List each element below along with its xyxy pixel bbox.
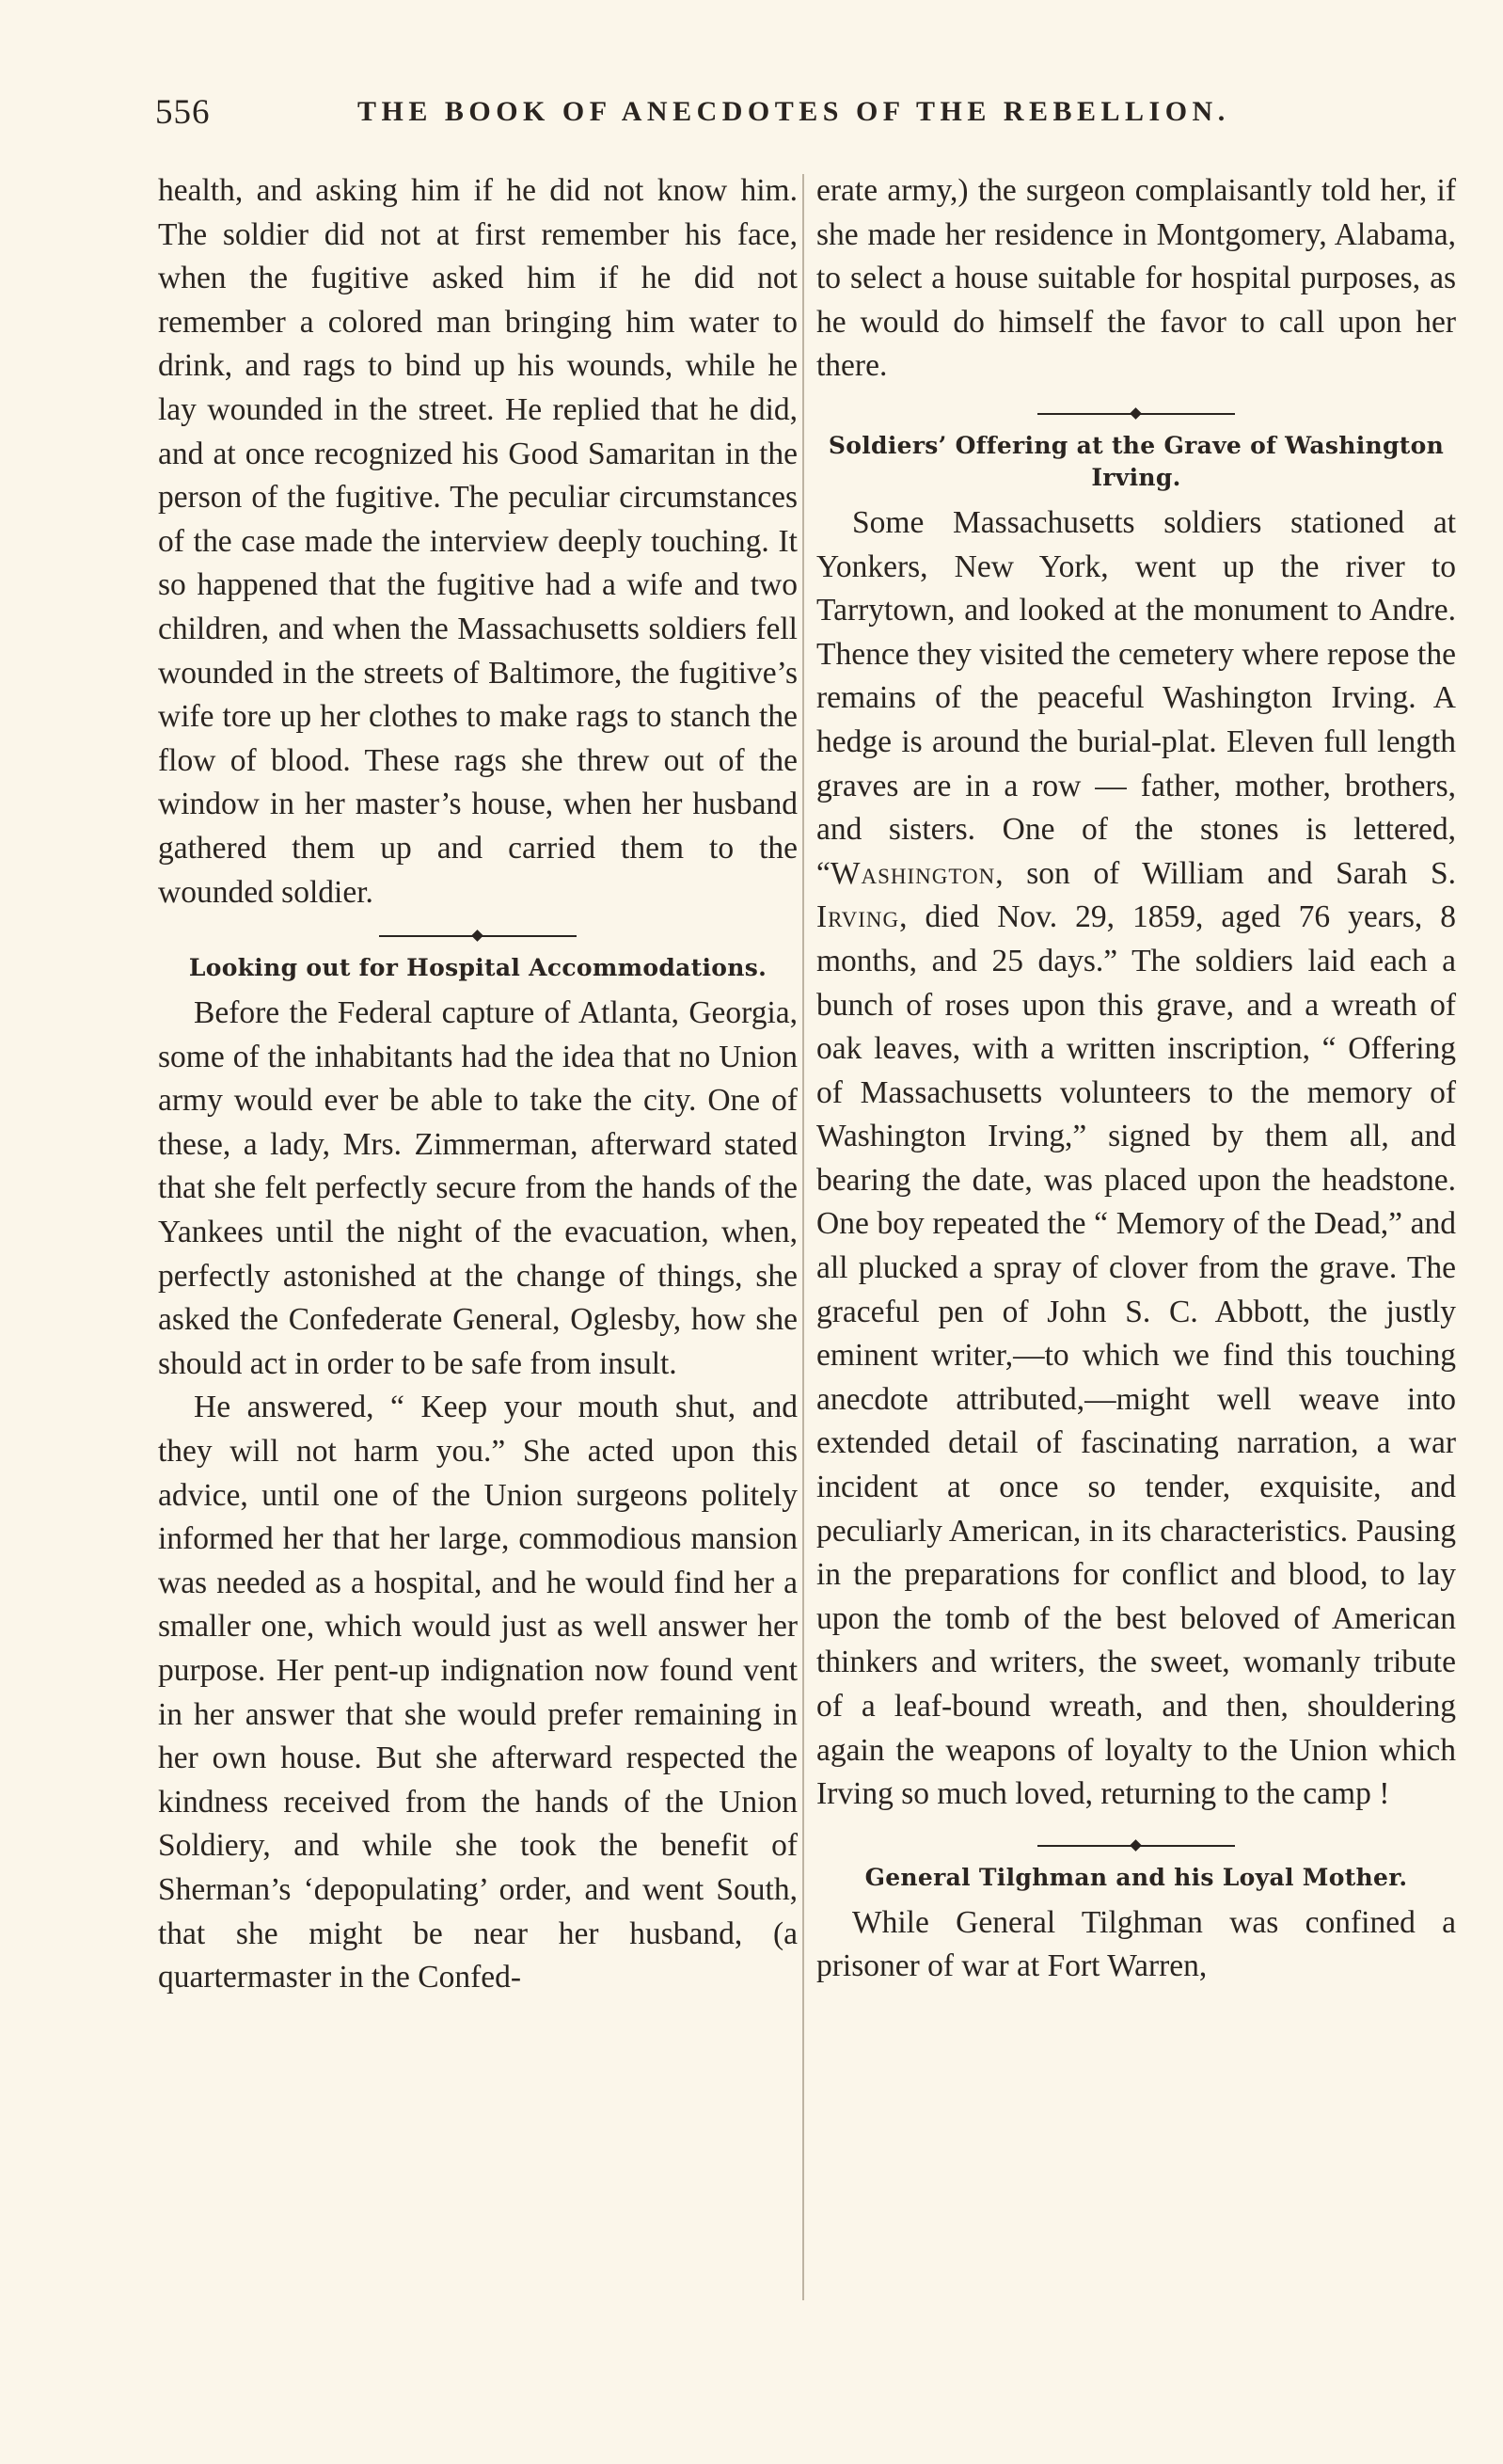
- right-column: [816, 169, 1456, 1989]
- right-paragraph-2: Some Massachusetts soldiers stationed at Yonkers, New York, went up the river to Tarrytown, and looked at the monument to Andre. Thence they visited the cemetery where repose the remains of the peaceful Washington Irving. A hedge is around the burial-plat. Eleven full length graves are in a row — father, mother, brothers, and sisters. One of the stones is lettered, “Washington, son of William and Sarah S. Irving, died Nov. 29, 1859, aged 76 years, 8 months, and 25 days.” The soldiers laid each a bunch of roses upon this grave, and a wreath of oak leaves, with a written inscription, “ Offering of Massachusetts volunteers to the memory of Washington Irving,” signed by them all, and bearing the date, was placed upon the headstone. One boy repeated the “ Memory of the Dead,” and all plucked a spray of clover from the grave. The graceful pen of John S. C. Abbott, the justly eminent writer,—to which we find this touching anecdote attributed,—might well weave into extended detail of fascinating narration, a war incident at once so tender, exquisite, and peculiarly American, in its characteristics. Pausing in the preparations for conflict and blood, to lay upon the tomb of the best beloved of American thinkers and writers, the sweet, womanly tribute of a leaf-bound wreath, and then, shouldering again the weapons of loyalty to the Union which Irving so much loved, returning to the camp !: [816, 504, 1456, 1812]
- running-title: THE BOOK OF ANECDOTES OF THE REBELLION.: [357, 96, 1230, 127]
- page-header: [155, 92, 1321, 137]
- left-paragraph-3: He answered, “ Keep your mouth shut, and they will not harm you.” She acted upon this advice, until one of the Union surgeons politely informed her that her large, commodious mansion was needed as a hospital, and he would find her a smaller one, which would just as well answer her purpose. Her pent-up indignation now found vent in her answer that she would prefer remaining in her own house. But she afterward respected the kindness received from the hands of the Union Soldiery, and while she took the benefit of Sherman’s ‘depopulating’ order, and went South, that she might be near her husband, (a quartermaster in the Confed-: [158, 1390, 798, 1995]
- page-number: 556: [155, 93, 211, 132]
- section-separator: [158, 920, 798, 952]
- section-separator: [816, 398, 1456, 430]
- column-divider: [802, 174, 804, 2300]
- heading-washington-irving: Soldiers’ Offering at the Grave of Washington Irving.: [828, 431, 1445, 491]
- section-separator: [816, 1830, 1456, 1862]
- left-paragraph-1: health, and asking him if he did not know him. The soldier did not at first remember his face, when the fugitive asked him if he did not remember a colored man bringing him water to drink, and rags to bind up his wounds, while he lay wounded in the street. He replied that he did, and at once recognized his Good Samaritan in the person of the fugitive. The peculiar circumstances of the case made the interview deeply touching. It so happened that the fugitive had a wife and two children, and when the Massachusetts soldiers fell wounded in the streets of Baltimore, the fugitive’s wife tore up her clothes to make rags to stanch the flow of blood. These rags she threw out of the window in her master’s house, when her husband gathered them up and carried them to the wounded soldier.: [158, 173, 798, 910]
- heading-general-tilghman: General Tilghman and his Loyal Mother.: [864, 1863, 1408, 1891]
- left-paragraph-2: Before the Federal capture of Atlanta, Georgia, some of the inhabitants had the idea that no Union army would ever be able to take the city. One of these, a lady, Mrs. Zimmerman, afterward stated that she felt perfectly secure from the hands of the Yankees until the night of the evacuation, when, perfectly astonished at the change of things, she asked the Confederate General, Oglesby, how she should act in order to be safe from insult.: [158, 995, 798, 1381]
- small-caps-washington: Washington: [830, 855, 996, 891]
- small-caps-irving: Irving: [816, 899, 900, 935]
- right-paragraph-3: While General Tilghman was confined a prisoner of war at Fort Warren,: [816, 1904, 1456, 1984]
- right-paragraph-1: erate army,) the surgeon complaisantly told her, if she made her residence in Montgomery, Alabama, to select a house suitable for hospital purposes, as he would do himself the favor to call upon her there.: [816, 173, 1456, 384]
- heading-hospital-accommodations: Looking out for Hospital Accommodations.: [188, 954, 767, 982]
- left-column: [158, 169, 798, 2000]
